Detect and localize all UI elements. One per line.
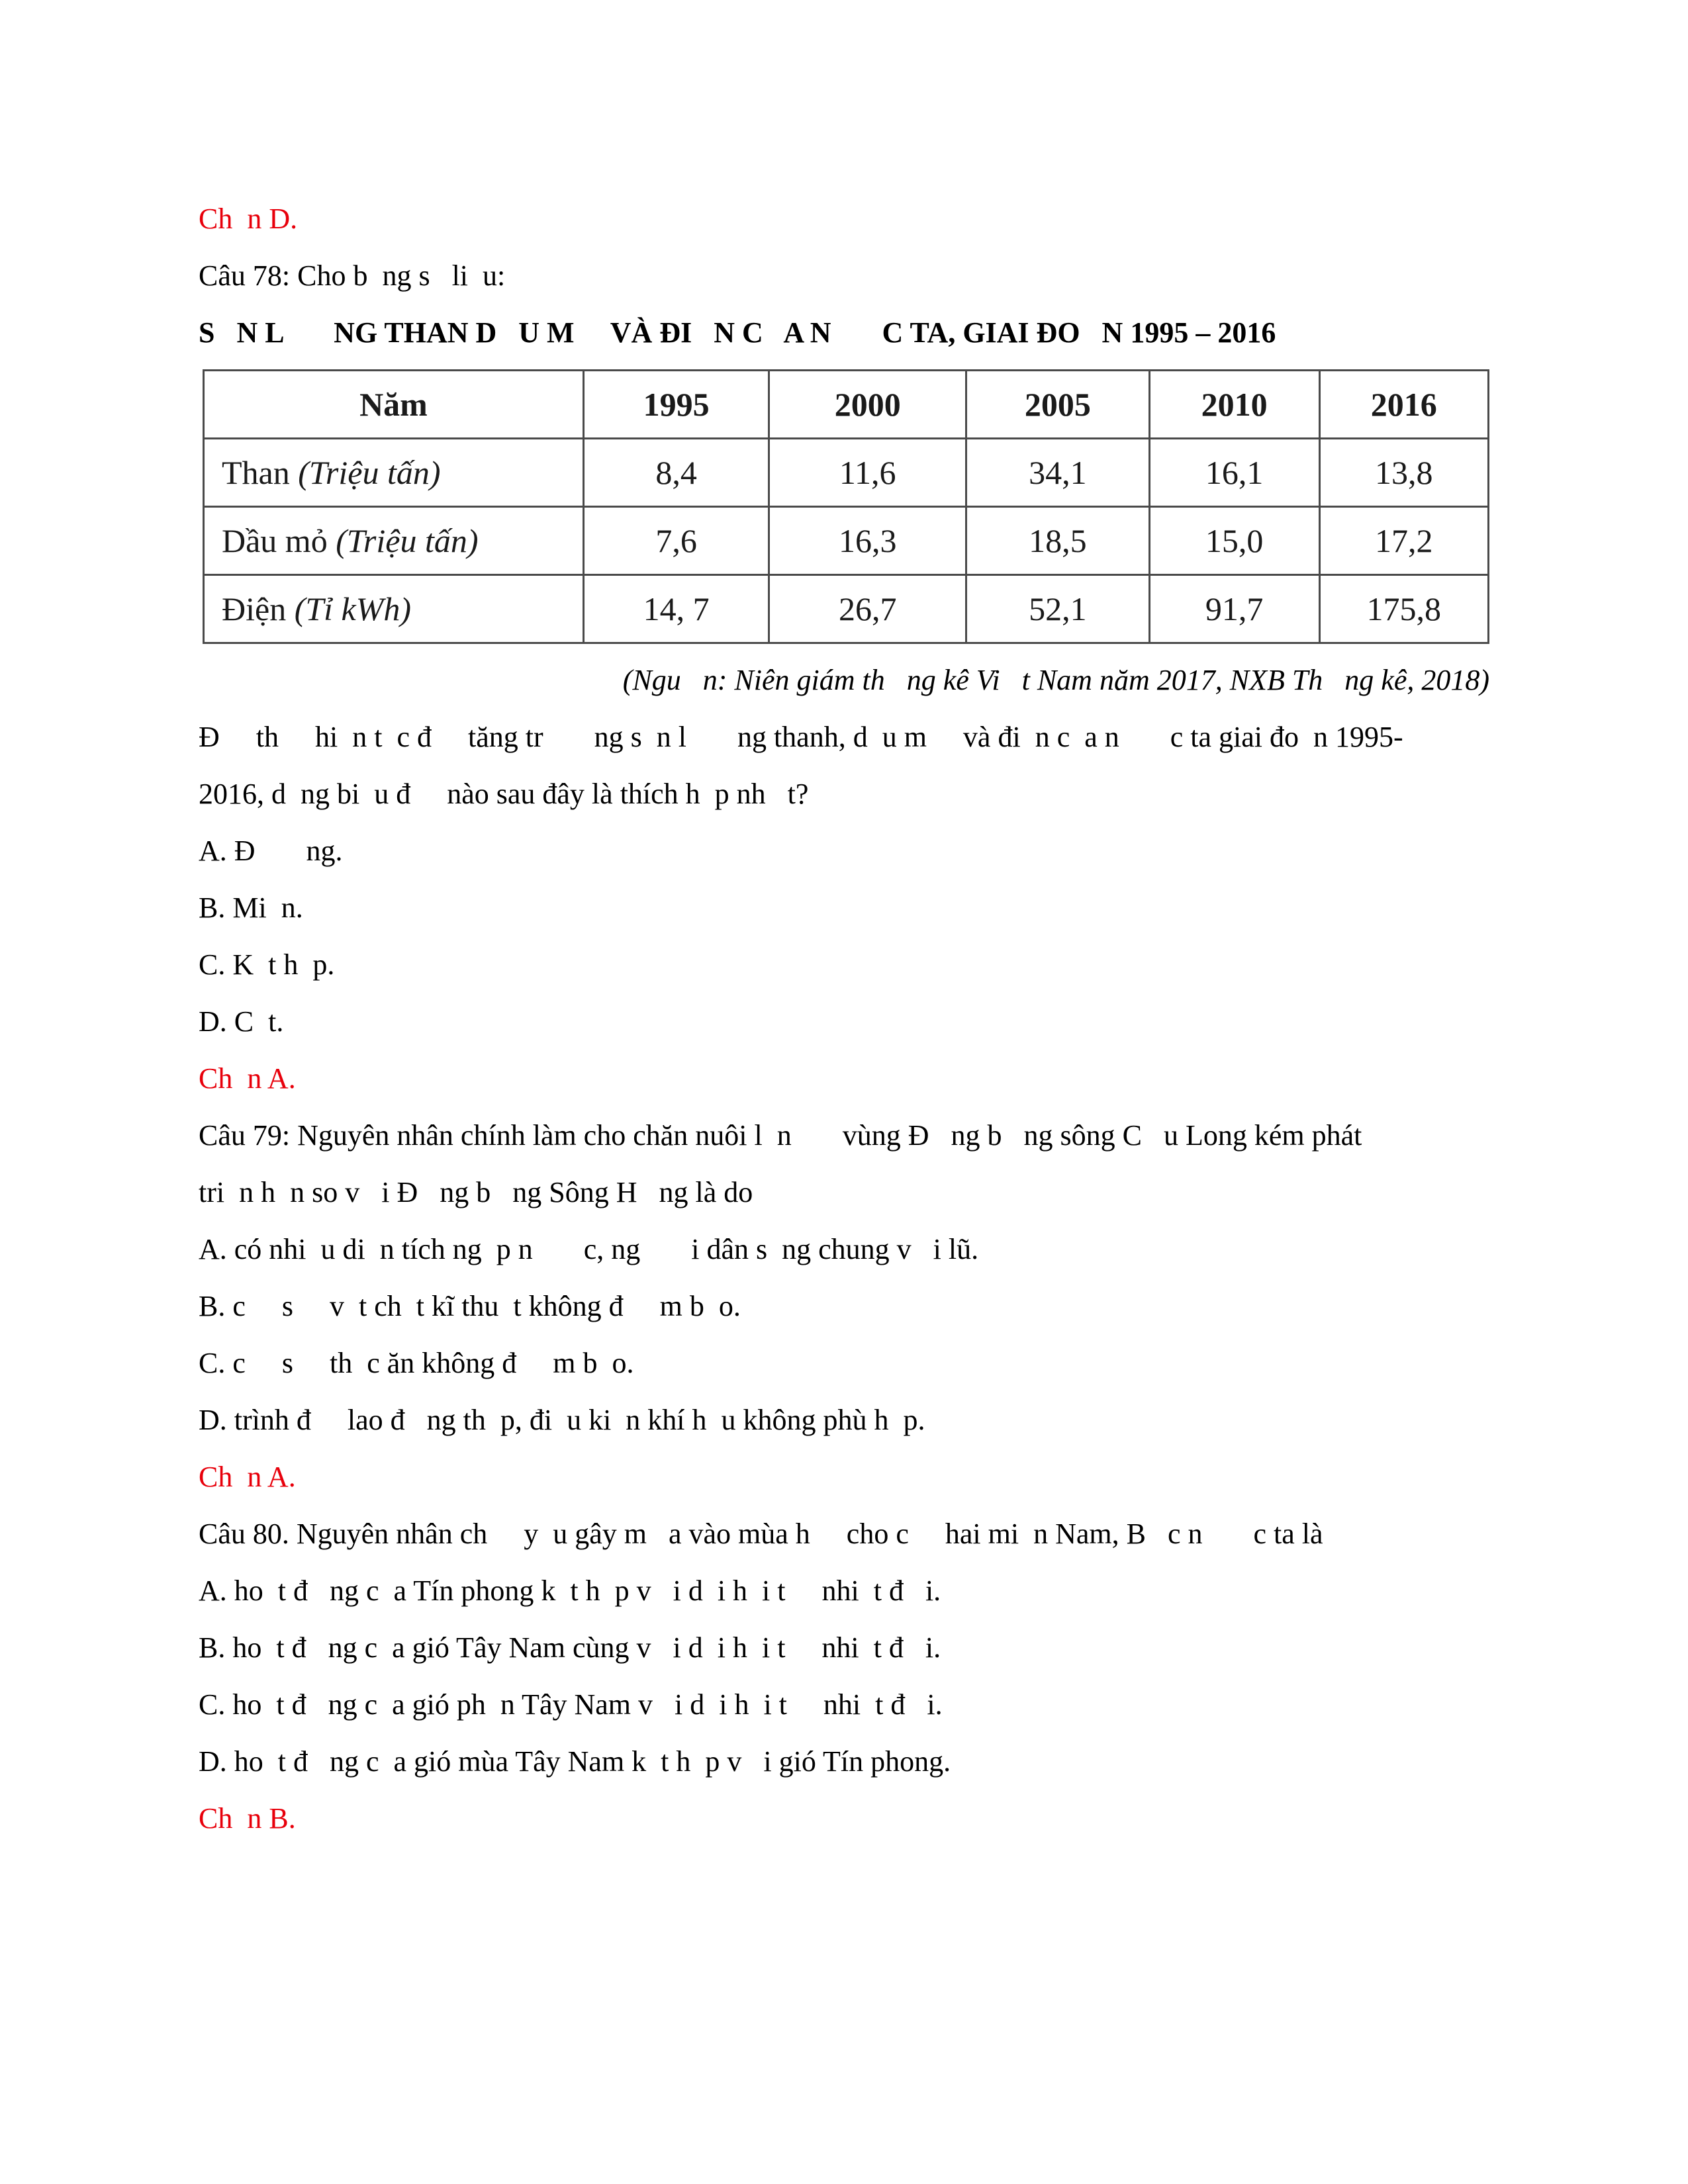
table-cell: 18,5 — [966, 507, 1149, 575]
table-cell: 52,1 — [966, 575, 1149, 643]
table-header-row — [204, 371, 1489, 439]
table-source: (Ngu n: Niên giám th ng kê Vi t Nam năm 2017, NXB Th ng kê, 2018) — [622, 664, 1489, 696]
row-label-cell — [204, 439, 584, 507]
table-cell: 175,8 — [1319, 575, 1488, 643]
row-unit: (Triệu tấn) — [298, 454, 441, 491]
answer-77: Ch n D. — [199, 203, 298, 235]
header-cell: 2016 — [1319, 371, 1488, 439]
row-label: Dầu mỏ — [222, 522, 336, 559]
answer-80: Ch n B. — [199, 1802, 296, 1835]
row-label: Điện — [222, 590, 295, 627]
option-a: A. có nhi u di n tích ng p n c, ng i dân s ng chung v i lũ. — [199, 1233, 979, 1265]
option-b: B. c s v t ch t kĩ thu t không đ m b o. — [199, 1290, 741, 1322]
row-unit: (Tỉ kWh) — [294, 590, 412, 627]
option-d: D. trình đ lao đ ng th p, đi u ki n khí h u không phù h p. — [199, 1404, 925, 1436]
table-title: S N L NG THAN D U M VÀ ĐI N C A N C TA, GIAI ĐO N 1995 – 2016 — [199, 316, 1276, 349]
option-c: C. K t h p. — [199, 948, 335, 981]
table-cell: 17,2 — [1319, 507, 1488, 575]
header-cell: 2005 — [966, 371, 1149, 439]
option-b: B. ho t đ ng c a gió Tây Nam cùng v i d i h i t nhi t đ i. — [199, 1631, 941, 1664]
header-cell: 1995 — [583, 371, 769, 439]
table-cell: 16,1 — [1149, 439, 1319, 507]
row-label-cell — [204, 507, 584, 575]
answer-79: Ch n A. — [199, 1461, 296, 1493]
option-b: B. Mi n. — [199, 891, 303, 924]
option-a: A. Đ ng. — [199, 835, 343, 867]
table-cell: 11,6 — [769, 439, 966, 507]
table-cell: 14, 7 — [583, 575, 769, 643]
header-cell: Năm — [204, 371, 584, 439]
data-table — [203, 369, 1489, 644]
table-row — [204, 439, 1489, 507]
row-label-cell — [204, 575, 584, 643]
row-unit: (Triệu tấn) — [336, 522, 479, 559]
question-78-line-2: 2016, d ng bi u đ nào sau đây là thích h p nh t? — [199, 778, 809, 810]
table-cell: 91,7 — [1149, 575, 1319, 643]
option-c: C. c s th c ăn không đ m b o. — [199, 1347, 634, 1379]
option-d: D. C t. — [199, 1005, 284, 1038]
question-79-line-2: tri n h n so v i Đ ng b ng Sông H ng là do — [199, 1176, 753, 1208]
page-content — [199, 191, 1489, 1847]
question-78-intro: Câu 78: Cho b ng s li u: — [199, 259, 506, 292]
table-cell: 8,4 — [583, 439, 769, 507]
table-row — [204, 575, 1489, 643]
table-cell: 16,3 — [769, 507, 966, 575]
table-cell: 7,6 — [583, 507, 769, 575]
header-cell: 2010 — [1149, 371, 1319, 439]
question-80: Câu 80. Nguyên nhân ch y u gây m a vào mùa h cho c hai mi n Nam, B c n c ta là — [199, 1518, 1323, 1550]
table-cell: 15,0 — [1149, 507, 1319, 575]
table-cell: 26,7 — [769, 575, 966, 643]
question-78-line-1: Đ th hi n t c đ tăng tr ng s n l ng thanh, d u m và đi n c a n c ta giai đo n 1995- — [199, 721, 1403, 753]
table-cell: 13,8 — [1319, 439, 1488, 507]
answer-78: Ch n A. — [199, 1062, 296, 1095]
question-79-line-1: Câu 79: Nguyên nhân chính làm cho chăn nuôi l n vùng Đ ng b ng sông C u Long kém phát — [199, 1119, 1362, 1152]
row-label: Than — [222, 454, 299, 491]
table-cell: 34,1 — [966, 439, 1149, 507]
option-c: C. ho t đ ng c a gió ph n Tây Nam v i d i h i t nhi t đ i. — [199, 1688, 943, 1721]
option-a: A. ho t đ ng c a Tín phong k t h p v i d i h i t nhi t đ i. — [199, 1574, 941, 1607]
option-d: D. ho t đ ng c a gió mùa Tây Nam k t h p v i gió Tín phong. — [199, 1745, 951, 1778]
header-cell: 2000 — [769, 371, 966, 439]
table-row — [204, 507, 1489, 575]
